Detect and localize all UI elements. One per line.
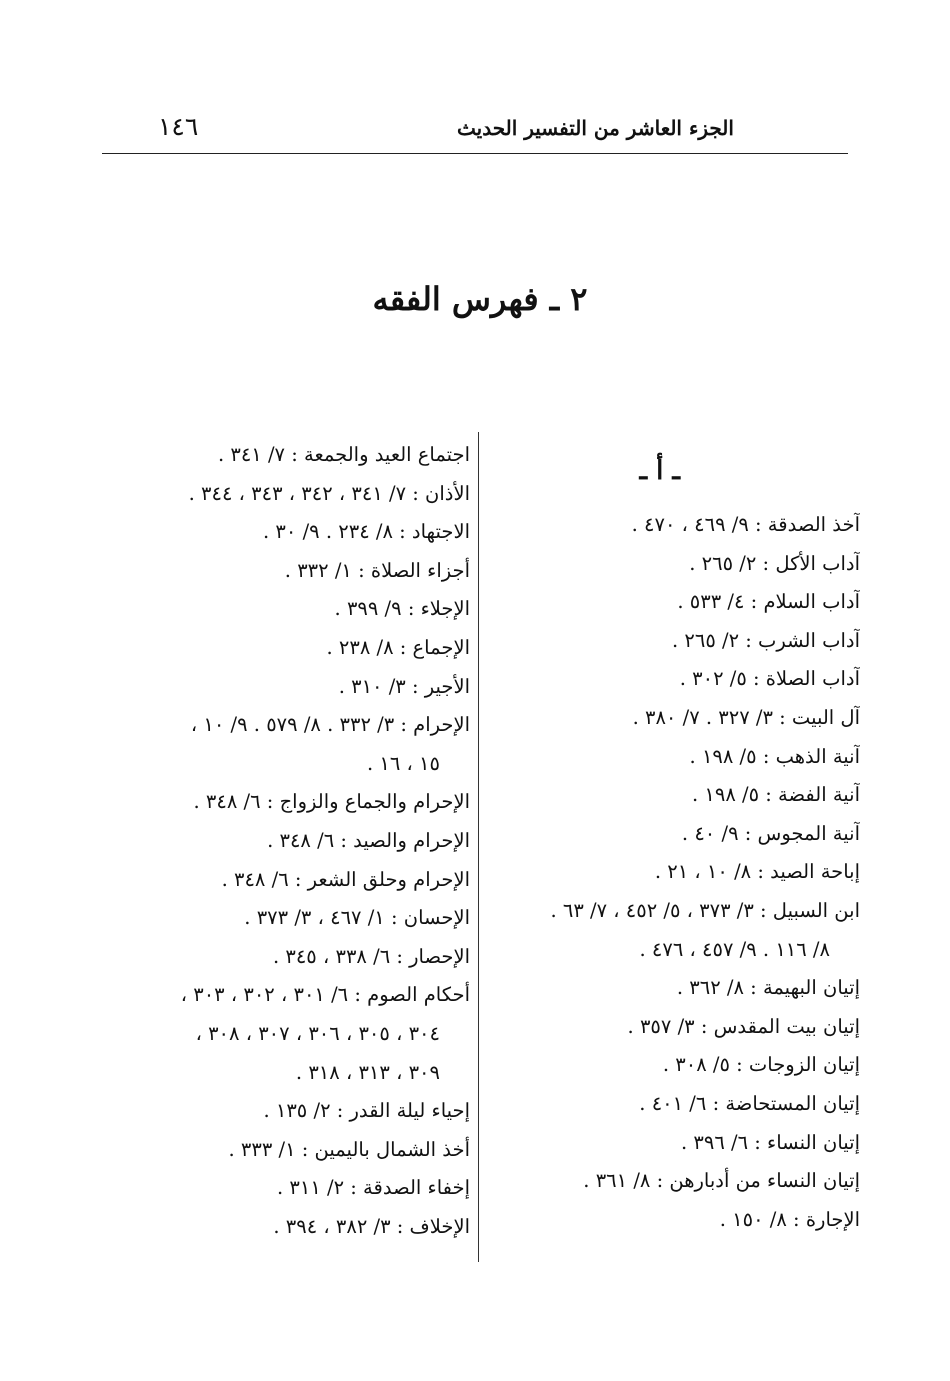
index-entry: الإجارة : ٨/ ١٥٠ . bbox=[719, 1207, 860, 1231]
index-entry-continuation: ٣٠٤ ، ٣٠٥ ، ٣٠٦ ، ٣٠٧ ، ٣٠٨ ، bbox=[195, 1021, 440, 1045]
index-entry: أحكام الصوم : ٦/ ٣٠١ ، ٣٠٢ ، ٣٠٣ ، bbox=[180, 983, 470, 1007]
index-entry: الإحسان : ١/ ٤٦٧ ، ٣/ ٣٧٣ . bbox=[244, 906, 470, 930]
index-entry: إباحة الصيد : ٨/ ١٠ ، ٢١ . bbox=[654, 860, 860, 884]
index-entry: إحياء ليلة القدر : ٢/ ١٣٥ . bbox=[263, 1099, 470, 1123]
index-entry: الإجلاء : ٩/ ٣٩٩ . bbox=[334, 597, 470, 621]
index-entry: الإحصار : ٦/ ٣٣٨ ، ٣٤٥ . bbox=[272, 944, 470, 968]
index-entry: الإحرام وحلق الشعر : ٦/ ٣٤٨ . bbox=[221, 867, 470, 891]
index-entry: آنية الفضة : ٥/ ١٩٨ . bbox=[691, 783, 860, 807]
index-column-right bbox=[500, 442, 860, 1239]
index-entry: اجتماع العيد والجمعة : ٧/ ٣٤١ . bbox=[217, 443, 470, 466]
page-number: ١٤٦ bbox=[158, 112, 199, 141]
index-entry: آل البيت : ٣/ ٣٢٧ . ٧/ ٣٨٠ . bbox=[632, 705, 860, 729]
running-title: الجزء العاشر من التفسير الحديث bbox=[457, 116, 734, 140]
index-entry: الأجير : ٣/ ٣١٠ . bbox=[338, 674, 470, 698]
index-entry: آداب السلام : ٤/ ٥٣٣ . bbox=[677, 590, 860, 614]
index-entry: إتيان الزوجات : ٥/ ٣٠٨ . bbox=[662, 1053, 860, 1077]
index-entry: الأذان : ٧/ ٣٤١ ، ٣٤٢ ، ٣٤٣ ، ٣٤٤ . bbox=[188, 481, 470, 505]
letter-heading: ـ أ ـ bbox=[639, 456, 680, 486]
index-entry: ابن السبيل : ٣/ ٣٧٣ ، ٥/ ٤٥٢ ، ٧/ ٦٣ . bbox=[550, 898, 860, 922]
index-entry: الإحرام : ٣/ ٣٣٢ . ٨/ ٥٧٩ . ٩/ ١٠ ، bbox=[190, 713, 470, 737]
section-title: ٢ ـ فهرس الفقه bbox=[372, 280, 588, 318]
index-entry: آداب الأكل : ٢/ ٢٦٥ . bbox=[689, 551, 860, 575]
index-entry: آداب الشرب : ٢/ ٢٦٥ . bbox=[671, 628, 860, 652]
index-entry: الاجتهاد : ٨/ ٢٣٤ . ٩/ ٣٠ . bbox=[263, 520, 470, 544]
column-divider bbox=[478, 432, 479, 1262]
index-entry-continuation: ٨/ ١١٦ . ٩/ ٤٥٧ ، ٤٧٦ . bbox=[639, 937, 830, 961]
index-entry: إتيان بيت المقدس : ٣/ ٣٥٧ . bbox=[627, 1014, 860, 1038]
index-entry: أجزاء الصلاة : ١/ ٣٣٢ . bbox=[284, 558, 470, 582]
index-entry: إخفاء الصدقة : ٢/ ٣١١ . bbox=[277, 1176, 470, 1200]
index-column-left bbox=[100, 436, 470, 1246]
index-entry-continuation: ٣٠٩ ، ٣١٣ ، ٣١٨ . bbox=[295, 1060, 440, 1084]
index-entry: آداب الصلاة : ٥/ ٣٠٢ . bbox=[679, 667, 860, 691]
page-header bbox=[102, 112, 848, 152]
index-entry: الإحرام والصيد : ٦/ ٣٤٨ . bbox=[267, 828, 470, 852]
index-entry: آنية المجوس : ٩/ ٤٠ . bbox=[681, 821, 860, 845]
index-entry: إتيان البهيمة : ٨/ ٣٦٢ . bbox=[676, 976, 860, 1000]
index-entry: إتيان النساء : ٦/ ٣٩٦ . bbox=[681, 1130, 860, 1154]
index-entry: آنية الذهب : ٥/ ١٩٨ . bbox=[689, 744, 860, 768]
index-entry: الإحرام والجماع والزواج : ٦/ ٣٤٨ . bbox=[193, 790, 470, 814]
index-entry: إتيان النساء من أدبارهن : ٨/ ٣٦١ . bbox=[583, 1169, 860, 1193]
header-rule bbox=[102, 153, 848, 154]
index-entry: الإجماع : ٨/ ٢٣٨ . bbox=[326, 635, 470, 659]
index-entry-continuation: ١٥ ، ١٦ . bbox=[366, 751, 440, 775]
index-entry: أخذ الشمال باليمين : ١/ ٣٣٣ . bbox=[228, 1137, 470, 1161]
index-entry: الإخلاف : ٣/ ٣٨٢ ، ٣٩٤ . bbox=[273, 1214, 470, 1238]
index-entry: إتيان المستحاضة : ٦/ ٤٠١ . bbox=[639, 1091, 860, 1115]
index-entry: آخذ الصدقة : ٩/ ٤٦٩ ، ٤٧٠ . bbox=[631, 513, 860, 536]
